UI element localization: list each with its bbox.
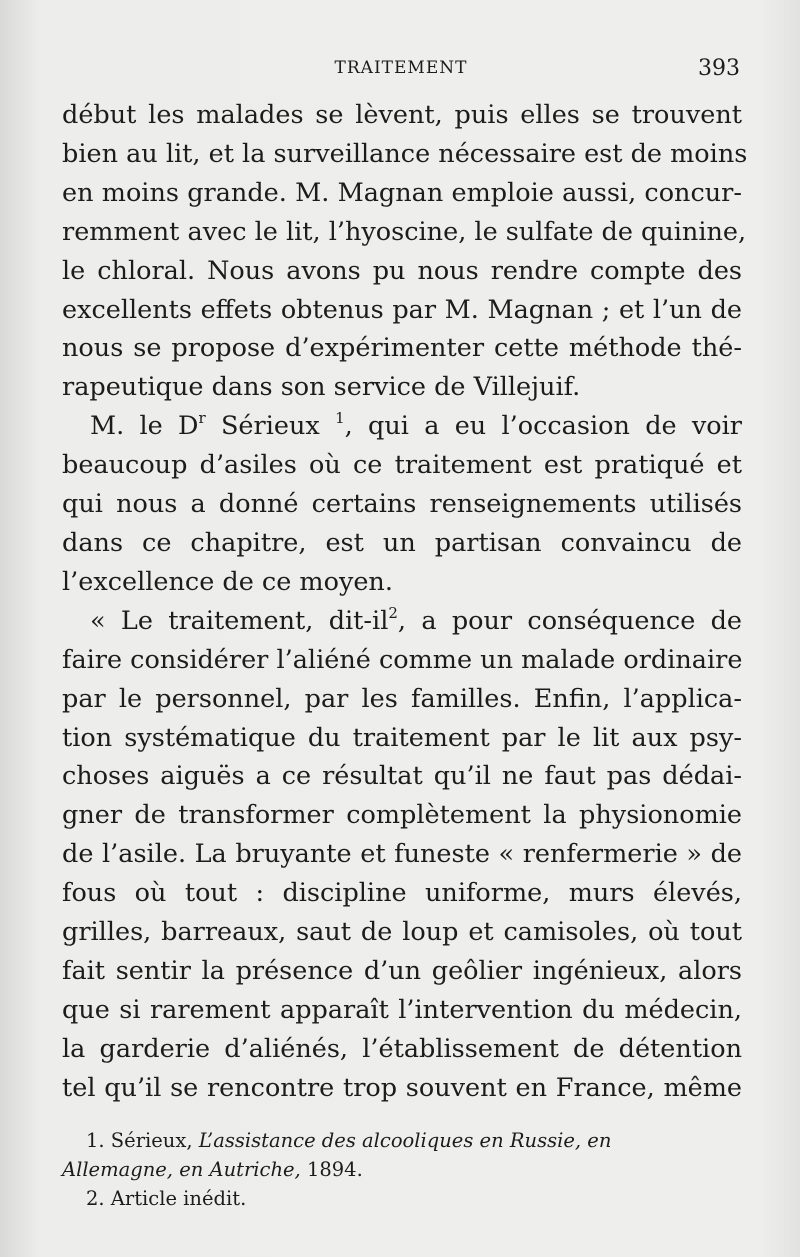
text-line: dans ce chapitre, est un partisan convaincu de (62, 527, 742, 558)
text-line: fous où tout : discipline uniforme, murs élevés, (62, 878, 742, 909)
text-line: faire considérer l’aliéné comme un malade ordinaire (62, 644, 743, 675)
text-line: remment avec le lit, l’hyoscine, le sulfate de quinine, (62, 216, 747, 247)
text-line: début les malades se lèvent, puis elles se trouvent (62, 100, 742, 130)
footnote-1-continued (62, 1155, 742, 1184)
text-line: par le personnel, par les familles. Enfin, l’applica- (62, 683, 742, 714)
page-header (62, 56, 740, 86)
footnote-1 (62, 1126, 742, 1155)
text-segment: Sérieux (205, 411, 336, 442)
footnote-1-title: L’assistance des alcooliques en Russie, en (198, 1129, 612, 1152)
text-line: le chloral. Nous avons pu nous rendre compte des (62, 255, 742, 286)
text-line-paragraph-start (62, 407, 742, 446)
text-line: nous se propose d’expérimenter cette méthode thé- (62, 333, 742, 364)
footnote-ref-2: 2 (388, 603, 398, 622)
text-line: tion systématique du traitement par le lit aux psy- (62, 722, 742, 753)
text-line: que si rarement apparaît l’intervention du médecin, (62, 994, 742, 1025)
text-line: grilles, barreaux, saut de loup et camisoles, où tout (62, 917, 742, 948)
footnotes (62, 1126, 742, 1213)
text-line: bien au lit, et la surveillance nécessaire est de moins (62, 138, 748, 169)
text-segment: , a pour conséquence de (397, 605, 742, 636)
text-line: excellents effets obtenus par M. Magnan ; et l’un de (62, 294, 742, 325)
text-segment: , qui a eu l’occasion de voir (344, 411, 742, 442)
text-line: beaucoup d’asiles où ce traitement est pratiqué et (62, 450, 742, 481)
text-line: la garderie d’aliénés, l’établissement de détention (62, 1033, 742, 1064)
text-line: de l’asile. La bruyante et funeste « renfermerie » de (62, 839, 742, 870)
footnote-1-title-cont: Allemagne, en Autriche, (62, 1158, 301, 1181)
footnote-ref-1: 1 (335, 409, 345, 428)
footnote-1-number: 1. Sérieux, (86, 1129, 199, 1152)
page-number: 393 (698, 56, 740, 81)
text-line-paragraph-start (62, 602, 742, 641)
text-line: fait sentir la présence d’un geôlier ingénieux, alors (62, 955, 742, 986)
text-line: qui nous a donné certains renseignements utilisés (62, 489, 742, 520)
text-segment: « Le traitement, dit-il (90, 605, 389, 636)
text-line: en moins grande. M. Magnan emploie aussi, concur- (62, 177, 742, 208)
text-line: tel qu’il se rencontre trop souvent en France, même (62, 1072, 742, 1103)
body-text (62, 96, 748, 1108)
text-line: choses aiguës a ce résultat qu’il ne faut pas dédai- (62, 761, 742, 792)
text-line: l’excellence de ce moyen. (62, 566, 393, 597)
footnote-2: 2. Article inédit. (86, 1187, 247, 1210)
text-line: gner de transformer complètement la physionomie (62, 800, 742, 831)
footnote-1-year: 1894. (300, 1158, 363, 1181)
superscript: r (198, 409, 206, 428)
running-title: TRAITEMENT (334, 58, 468, 78)
text-line: rapeutique dans son service de Villejuif. (62, 372, 581, 403)
text-segment: M. le D (90, 411, 199, 442)
